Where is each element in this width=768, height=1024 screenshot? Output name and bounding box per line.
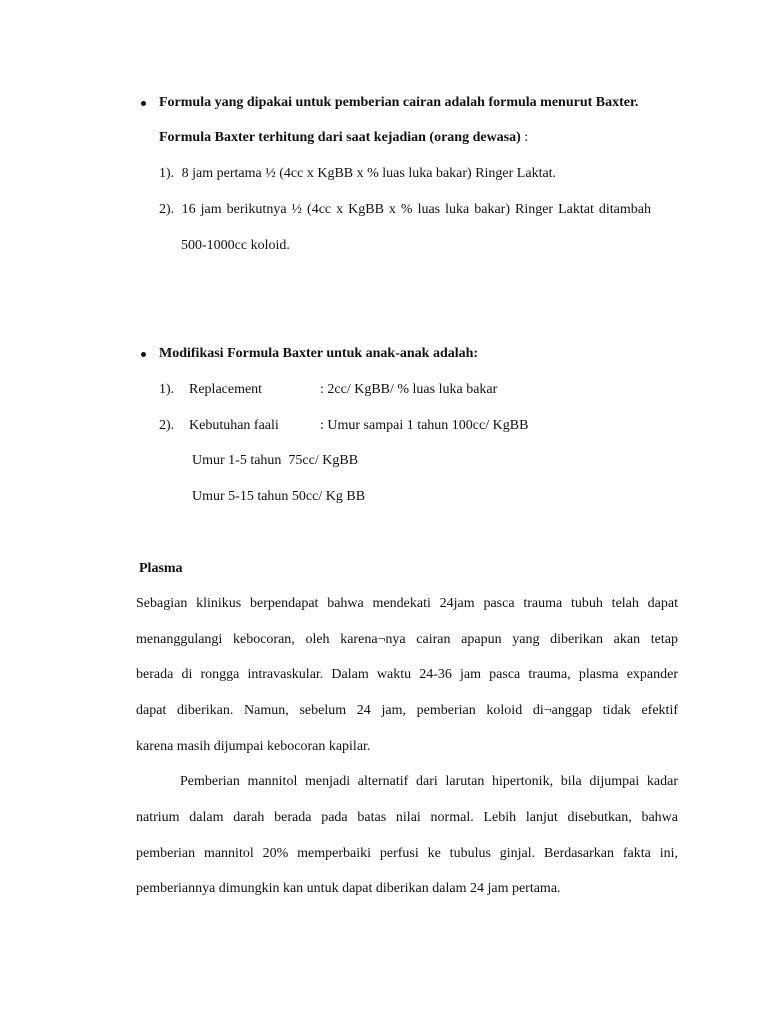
item-number: 2). [159,418,175,433]
item-label: Kebutuhan faali [189,418,279,433]
section2-extra-line-2: Umur 5-15 tahun 50cc/ Kg BB [192,489,366,504]
section2-heading: Modifikasi Formula Baxter untuk anak-anak adalah: [159,346,479,361]
paragraph-line: berada di rongga intravaskular. Dalam waktu 24-36 jam pasca trauma, plasma expander [136,667,678,682]
item-text: 16 jam berikutnya ½ (4cc x KgBB x % luas luka bakar) Ringer Laktat ditambah [181,202,651,217]
paragraph-line: menanggulangi kebocoran, oleh karena¬nya cairan apapun yang diberikan akan tetap [136,632,678,647]
section1-subheading-tail: : [520,130,529,145]
section1-subheading-bold: Formula Baxter terhitung dari saat kejadian (orang dewasa) [159,130,521,145]
section2-extra-line-1: Umur 1-5 tahun 75cc/ KgBB [192,453,359,468]
item-number: 1). [159,166,175,181]
plasma-heading: Plasma [139,561,183,576]
paragraph-line: dapat diberikan. Namun, sebelum 24 jam, pemberian koloid di¬anggap tidak efektif [136,703,678,718]
paragraph-line: pemberian mannitol 20% memperbaiki perfusi ke tubulus ginjal. Berdasarkan fakta ini, [136,846,678,861]
item-label: Replacement [189,382,263,397]
section1-item-1 [159,165,556,183]
paragraph-line: karena masih dijumpai kebocoran kapilar. [136,739,371,754]
section1-item-2-continuation: 500-1000cc koloid. [181,238,290,253]
paragraph-line: Pemberian mannitol menjadi alternatif dari larutan hipertonik, bila dijumpai kadar [180,774,678,789]
section1-item-2 [159,201,678,219]
item-text: 8 jam pertama ½ (4cc x KgBB x % luas luka bakar) Ringer Laktat. [181,166,557,181]
item-number: 2). [159,202,175,217]
item-value: : Umur sampai 1 tahun 100cc/ KgBB [320,418,529,433]
item-number: 1). [159,382,175,397]
paragraph-line: natrium dalam darah berada pada batas nilai normal. Lebih lanjut disebutkan, bahwa [136,810,678,825]
paragraph-line: Sebagian klinikus berpendapat bahwa mendekati 24jam pasca trauma tubuh telah dapat [136,596,678,611]
bullet-icon [141,352,146,357]
section1-heading: Formula yang dipakai untuk pemberian cairan adalah formula menurut Baxter. [159,95,639,110]
bullet-icon [141,101,146,106]
paragraph-line: pemberiannya dimungkin kan untuk dapat diberikan dalam 24 jam pertama. [136,881,561,896]
item-value: : 2cc/ KgBB/ % luas luka bakar [320,382,498,397]
section1-subheading [159,129,528,147]
